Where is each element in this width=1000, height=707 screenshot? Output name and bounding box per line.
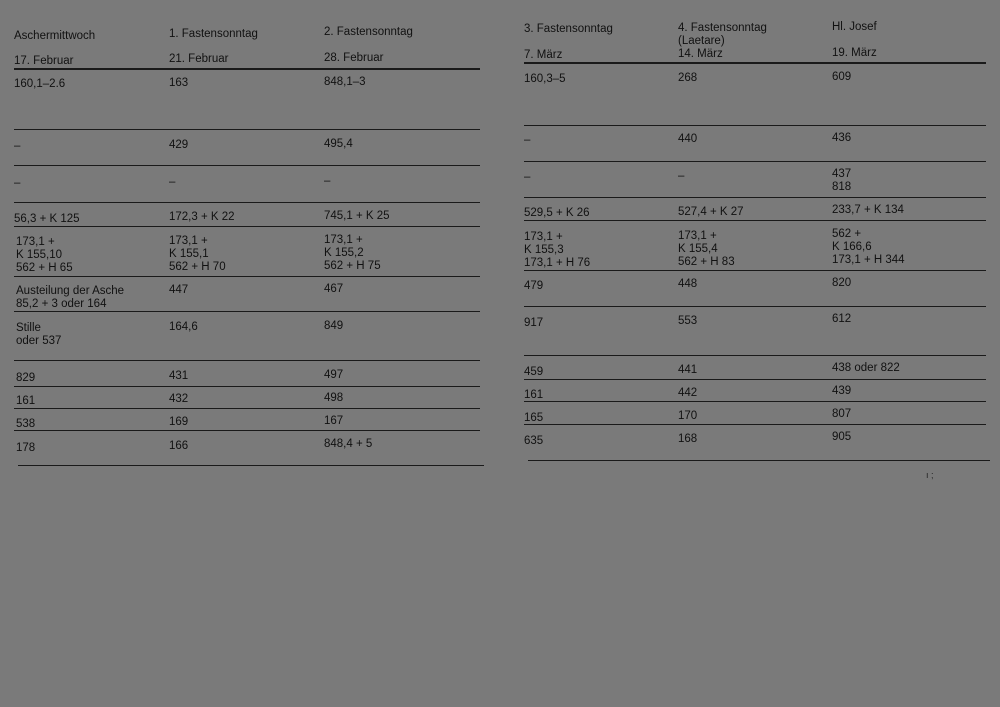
row-rule (14, 430, 480, 431)
table-cell: 161 (524, 389, 544, 401)
header-title: 1. Fastensonntag (169, 28, 258, 40)
table-cell: 497 (324, 369, 344, 381)
table-cell: 479 (524, 280, 544, 292)
row-rule (524, 161, 986, 162)
table-cell: – (524, 134, 531, 146)
table-cell: 160,1–2.6 (14, 78, 66, 90)
table-cell: 170 (678, 410, 698, 422)
header-title: 3. Fastensonntag (524, 23, 613, 35)
table-cell: 166 (169, 440, 189, 452)
table-cell: 538 (16, 418, 36, 430)
row-rule (14, 311, 480, 312)
row-rule (524, 379, 986, 380)
row-rule (524, 424, 986, 425)
table-cell: 173,1 + K 155,3 173,1 + H 76 (524, 231, 591, 269)
row-rule (14, 165, 480, 166)
header-date: 19. März (832, 47, 877, 59)
table-cell: 529,5 + K 26 (524, 207, 590, 219)
row-rule (524, 125, 986, 126)
table-cell: 431 (169, 370, 189, 382)
table-cell: 635 (524, 435, 544, 447)
table-cell: 448 (678, 278, 698, 290)
table-cell: 436 (832, 132, 852, 144)
table-cell: 439 (832, 385, 852, 397)
table-cell: 173,1 + K 155,10 562 + H 65 (16, 236, 73, 274)
header-rule (14, 68, 480, 70)
table-cell: 498 (324, 392, 344, 404)
table-cell: 178 (16, 442, 36, 454)
row-rule (14, 226, 480, 227)
header-rule (524, 62, 986, 64)
table-cell: – (324, 175, 331, 187)
row-rule (524, 401, 986, 402)
table-cell: 167 (324, 415, 344, 427)
table-cell: 745,1 + K 25 (324, 210, 390, 222)
header-title: 2. Fastensonntag (324, 26, 413, 38)
table-cell: 905 (832, 431, 852, 443)
table-cell: 609 (832, 71, 852, 83)
table-cell: 173,1 + K 155,2 562 + H 75 (324, 234, 381, 272)
row-rule (18, 465, 484, 466)
table-cell: Austeilung der Asche 85,2 + 3 oder 164 (16, 285, 125, 310)
table-cell: 553 (678, 315, 698, 327)
table-cell: Stille oder 537 (16, 322, 62, 347)
table-cell: 495,4 (324, 138, 353, 150)
table-cell: 173,1 + K 155,1 562 + H 70 (169, 235, 226, 273)
row-rule (14, 202, 480, 203)
table-cell: 459 (524, 366, 544, 378)
header-title: 4. Fastensonntag (Laetare) (678, 22, 767, 47)
header-title: Aschermittwoch (14, 30, 96, 42)
table-cell: 161 (16, 395, 36, 407)
header-date: 21. Februar (169, 53, 229, 65)
stray-mark: ı ; (926, 470, 934, 480)
table-cell: – (524, 171, 531, 183)
row-rule (14, 276, 480, 277)
row-rule (14, 408, 480, 409)
row-rule (524, 220, 986, 221)
header-date: 17. Februar (14, 55, 74, 67)
row-rule (528, 460, 990, 461)
table-cell: 442 (678, 387, 698, 399)
table-cell: 165 (524, 412, 544, 424)
table-cell: 268 (678, 72, 698, 84)
table-cell: – (169, 176, 176, 188)
table-cell: 429 (169, 139, 189, 151)
table-cell: 233,7 + K 134 (832, 204, 904, 216)
table-cell: 163 (169, 77, 189, 89)
table-cell: 437 818 (832, 168, 852, 193)
table-cell: 807 (832, 408, 852, 420)
header-date: 14. März (678, 48, 723, 60)
row-rule (524, 270, 986, 271)
row-rule (524, 197, 986, 198)
table-cell: 562 + K 166,6 173,1 + H 344 (832, 228, 905, 266)
table-cell: 820 (832, 277, 852, 289)
table-cell: 848,4 + 5 (324, 438, 373, 450)
row-rule (524, 306, 986, 307)
row-rule (524, 355, 986, 356)
table-cell: 432 (169, 393, 189, 405)
table-cell: 160,3–5 (524, 73, 566, 85)
table-cell: 612 (832, 313, 852, 325)
table-cell: 467 (324, 283, 344, 295)
row-rule (14, 129, 480, 130)
row-rule (14, 360, 480, 361)
table-cell: 440 (678, 133, 698, 145)
table-cell: 848,1–3 (324, 76, 366, 88)
table-cell: – (678, 170, 685, 182)
table-cell: 169 (169, 416, 189, 428)
table-cell: 56,3 + K 125 (14, 213, 80, 225)
table-cell: – (14, 140, 21, 152)
table-cell: 447 (169, 284, 189, 296)
header-date: 7. März (524, 49, 563, 61)
table-cell: 849 (324, 320, 344, 332)
table-cell: 917 (524, 317, 544, 329)
table-cell: – (14, 177, 21, 189)
table-cell: 164,6 (169, 321, 198, 333)
header-date: 28. Februar (324, 52, 384, 64)
table-cell: 438 oder 822 (832, 362, 900, 374)
table-cell: 173,1 + K 155,4 562 + H 83 (678, 230, 735, 268)
table-cell: 441 (678, 364, 698, 376)
table-cell: 829 (16, 372, 36, 384)
table-cell: 172,3 + K 22 (169, 211, 235, 223)
row-rule (14, 386, 480, 387)
table-cell: 168 (678, 433, 698, 445)
table-cell: 527,4 + K 27 (678, 206, 744, 218)
header-title: Hl. Josef (832, 21, 877, 33)
